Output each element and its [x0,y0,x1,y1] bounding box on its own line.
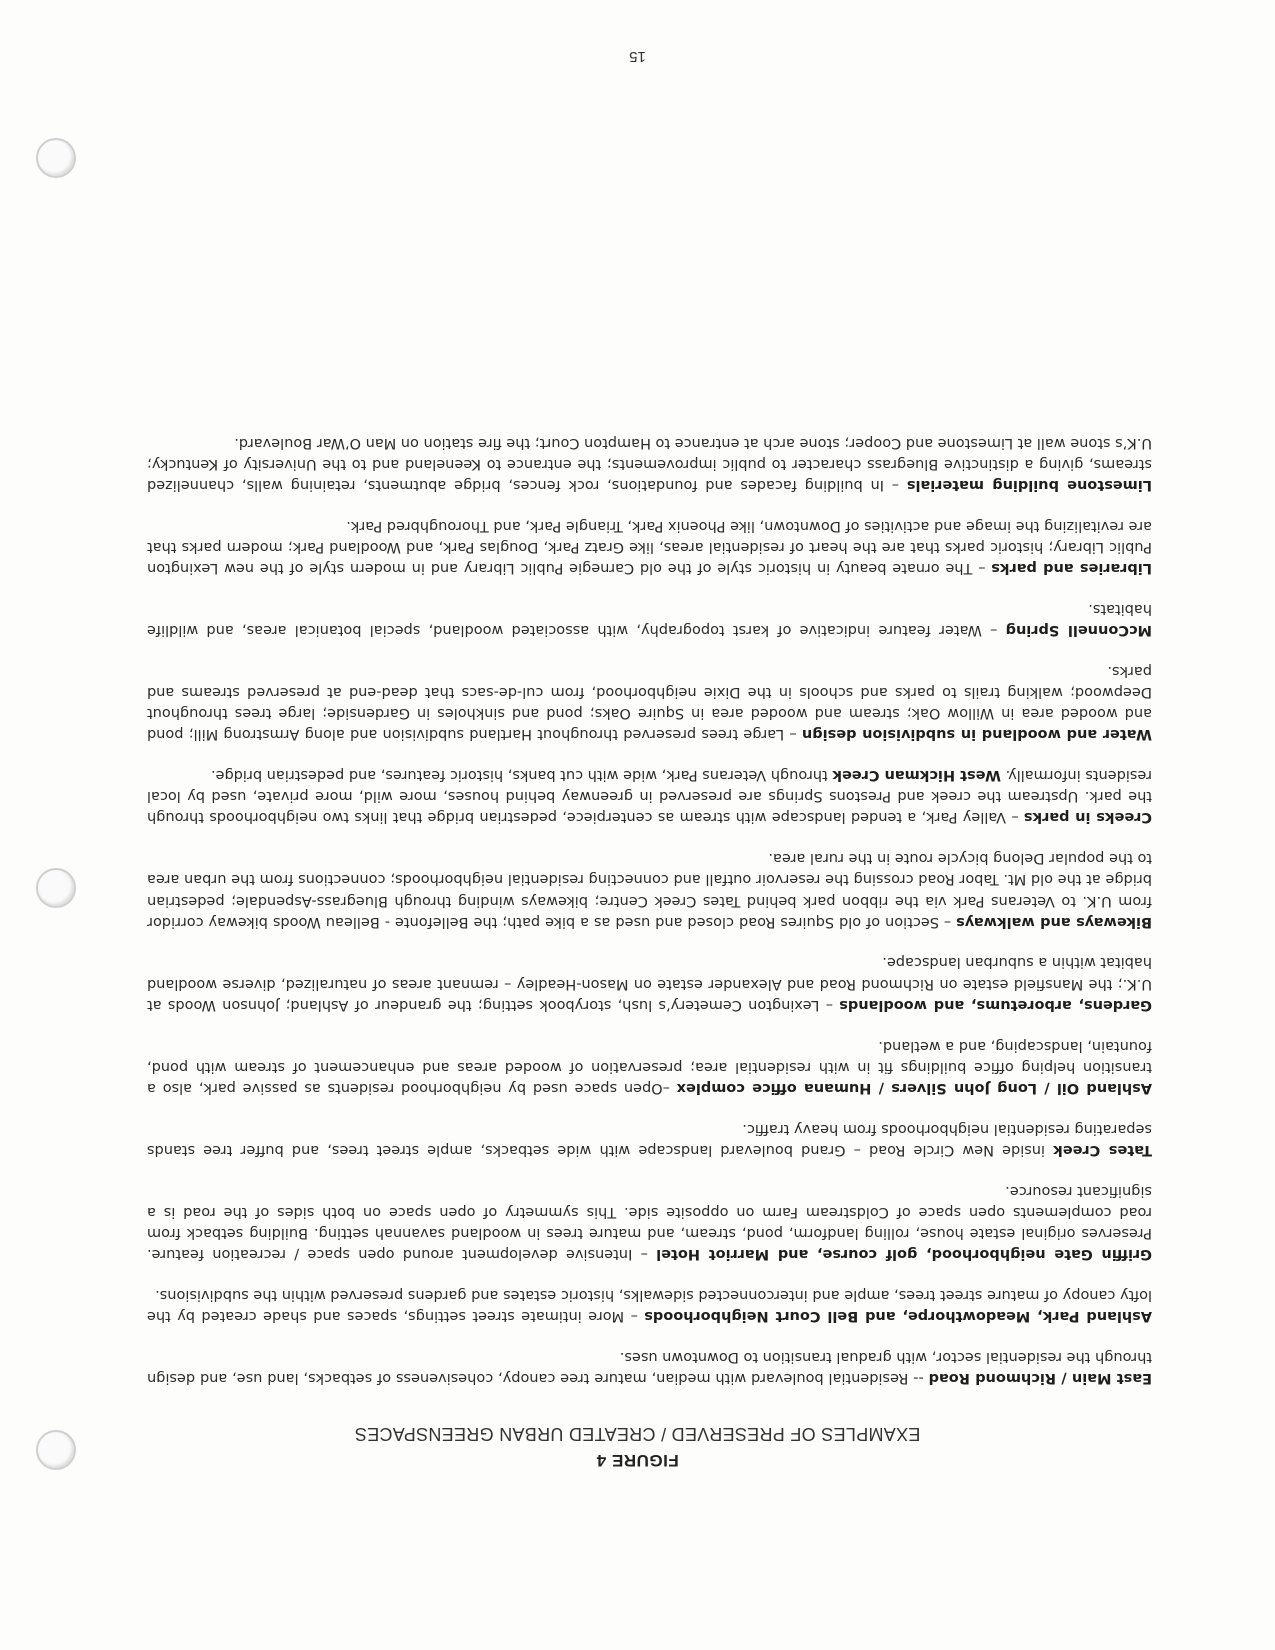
entry-heading: Tates Creek [1053,1141,1152,1158]
entry-heading: Creeks in parks [1023,809,1152,826]
entry-heading: Gardens, arboretums, and woodlands [839,996,1152,1013]
binder-hole-middle [36,868,76,908]
entry-heading: McConnell Spring [1005,622,1152,639]
entry-bikeways [147,847,1152,932]
entry-water-woodland [147,660,1152,745]
entry-heading: East Main / Richmond Road [928,1370,1152,1386]
entry-libraries-parks [147,515,1152,579]
entry-text: – In building facades and foundations, rock fences, bridge abutments, retaining walls, channelized streams, giving a distinctive Bluegrass character to public improvements; the entrance to Keeneland and to the University of Kentucky; U.K’s stone wall at Limestone and Cooper; stone arch at entrance to Hampton Court; the fire station on Man O’War Boulevard. [146,434,1152,493]
entry-east-main [147,1346,1152,1388]
entry-gardens [147,951,1152,1015]
entry-tates-creek [147,1117,1152,1159]
entry-text: -- Residential boulevard with median, mature tree canopy, cohesiveness of setbacks, land use, and design through the residential sector, with gradual transition to Downtown uses. [147,1348,1152,1386]
entry-text: –Open space used by neighborhood residents as passive park, also a transition helping office buildings fit in with residential area; preservation of wooded areas and enhancement of stream with pond, fountain, landscaping, and a wetland. [147,1037,1152,1096]
entry-ashland-oil [147,1034,1152,1098]
entry-text: – Water feature indicative of karst topography, with associated woodland, special botanical areas, and wildlife habitats. [147,600,1152,639]
entry-text: inside New Circle Road – Grand boulevard landscape with wide setbacks, ample street trees, and buffer tree stands separating residential neighborhoods from heavy traffic. [146,1120,1152,1158]
entry-text: – Large trees preserved throughout Hartland subdivision and along Armstrong Mill; pond and wooded area in Willow Oak; stream and wooded area in Squire Oaks; pond and sinkholes in Gardenside; large trees throughout Deepwood; walking trails to parks and schools in the Dixie neighborhood, from cul-de-sacs that dead-end at preserved streams and parks. [147,662,1152,743]
binder-hole-bottom [36,138,76,178]
entry-heading: Bikeways and walkways [956,913,1152,930]
entry-heading: Water and woodland in subdivision design [801,726,1152,743]
entry-text: – Lexington Cemetery’s lush, storybook setting; the grandeur of Ashland; Johnson Woods at U.K.; the Mansfield estate on Richmond Road and Alexander estate on Mason-Headley – remnant areas of naturalized, diverse woodland habitat within a suburban landscape. [147,954,1152,1013]
entry-text: – More intimate street settings, spaces and shade created by the lofty canopy of mature street trees, ample and interconnected sidewalks, historic estates and gardens preserved within the subdivisions. [147,1286,1152,1325]
entry-text: – Valley Park, a tended landscape with stream as centerpiece, pedestrian bridge that links two neighborhoods through the park. Upstream the creek and Prestons Springs are preserved in greenway behind houses, more wild, more private, used by local residents informally. [147,767,1152,826]
entry-text-continued: through Veterans Park, wide with cut banks, historic features, and pedestrian bridge. [210,767,833,784]
entry-ashland-park [147,1284,1152,1326]
greenspace-entries [147,412,1152,1388]
entry-heading: Griffin Gate neighborhood, golf course, and Marriot Hotel [656,1246,1152,1263]
entry-heading: Ashland Oil / Long John Silvers / Humana office complex [676,1079,1152,1096]
entry-heading: Libraries and parks [991,560,1152,577]
entry-text: – Section of old Squires Road closed and used as a bike path; the Bellefonte - Belleau Woods bikeway corridor from U.K. to Veterans Park via the ribbon park behind Tates Creek Centre; bikeways winding through Bluegrass-Aspendale; pedestrian bridge at the old Mt. Tabor Road crossing the reservoir outfall and connecting residential neighborhoods; connections from the urban area to the popular Delong bicycle route in the rural area. [147,850,1152,930]
figure-title: EXAMPLES OF PRESERVED / CREATED URBAN GREENSPACES [354,1424,921,1444]
entry-limestone [147,431,1152,495]
entry-heading: Limestone building materials [906,477,1152,493]
figure-number: FIGURE 4 [596,1451,679,1470]
entry-griffin-gate [147,1179,1152,1264]
entry-inline-heading: West Hickman Creek [832,767,1001,784]
entry-text: – The ornate beauty in historic style of the old Carnegie Public Library and in modern style of the new Lexington Public Library; historic parks that are the heart of residential areas, like Gratz Park, Douglas Park, and Woodland Park; modern parks that are revitalizing the image and activities of Downtown, like Phoenix Park, Triangle Park, and Thoroughbred Park. [147,517,1152,577]
entry-creeks-in-parks [147,764,1152,828]
page-number: 15 [629,48,646,65]
entry-mcconnell-spring [147,598,1152,640]
entry-heading: Ashland Park, Meadowthorpe, and Bell Court Neighborhoods [644,1308,1152,1325]
entry-text: – Intensive development around open space / recreation feature. Preserves original estate house, rolling landform, pond, stream, and mature trees in woodland savannah setting. Building setback from road complements open space of Coldstream Farm on opposite side. This symmetry of open space on both sides of the road is a significant resource. [147,1182,1152,1263]
